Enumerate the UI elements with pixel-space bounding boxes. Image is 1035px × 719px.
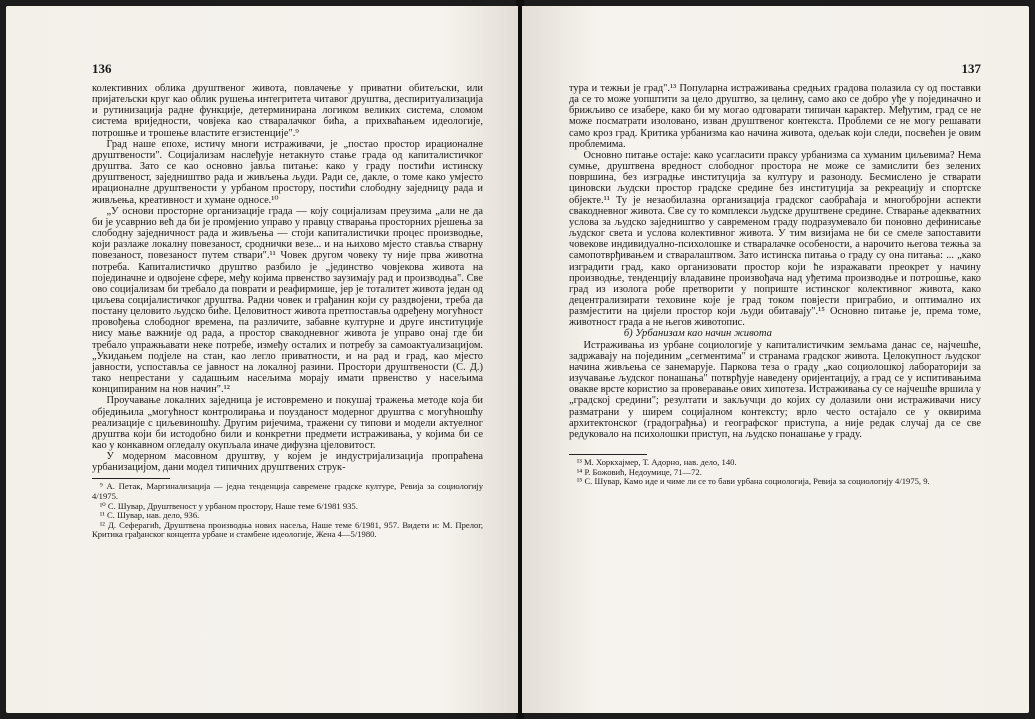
footnote: ¹³ М. Хоркхајмер, Т. Адорно, нав. дело, 140.: [576, 457, 737, 467]
footnote-rule: [569, 454, 647, 455]
paragraph: Град наше епохе, истичу многи истраживачи, је „постао простор ирационалне друштвености". Социјализам наслеђује нетакнуто стање града од капиталистичког друштва. Зато се као основно јавља питање: како у граду постићи истинску друштвеност, заједништво рада и живљења људи. Ради се, дакле, о томе како умјесто ирационалне друштвености у урбаном простору, постићи слободну заједницу рада и живљења, креативност и хумане односе.¹⁰: [92, 138, 483, 206]
section-heading: б) Урбанизам као начин живота: [623, 328, 772, 340]
right-column: [569, 83, 981, 487]
left-page: [6, 6, 518, 713]
page-number: 137: [961, 61, 981, 76]
paragraph: Проучавање локалних заједница је истовремено и покушај тражења методе која би обједињила „могућност контролирања и поузданост модерног друштва с могућношћу реализације с циљевиношћу. Другим ријечима, тражени су типови и модели актуелног друштва који би истодобно били и конкретни предмети истраживања, у којима би се као у конкавном огледалу окупљала иначе дифузна цјеловитост.: [92, 395, 483, 451]
footnote: ¹⁴ Р. Божовић, Недоумице, 71—72.: [576, 466, 702, 477]
footnote: ¹⁵ С. Шувар, Камо иде и чиме ли се то бави урбана социологија, Ревија за социологију 4/1975, 9.: [576, 476, 930, 487]
page-number: 136: [92, 61, 112, 76]
footnote-rule: [92, 478, 170, 479]
paragraph: тура и тежњи је град".¹³ Популарна истраживања средњих градова полазила су од поставки да се то може уопштити за цело друштво, за целину, само ако се добро уђе у појединачно и брижљиво се изабере, како би му могао одговарати типичан карактер. Међутим, град се не може посматрати изоловано, изван друштвеног контекста. Проблеми се не могу решавати само кроз град. Критика урбанизма као начина живота, одељак који следи, посвећен је овим проблемима.: [569, 83, 981, 150]
footnote: ⁹ А. Петак, Маргинализација — једна тенденција савремене градске културе, Ревија за социологију 4/1975.: [92, 481, 483, 502]
right-page: [522, 6, 1029, 713]
paragraph: Основно питање остаје: како усагласити праксу урбанизма са хуманим циљевима? Нема сумње, друштвена вредност слободног простора не може се замислити без зелених површина, без изградње институција за културу и разоноду. Бесмислено је стварати циновски људски простор градске средине без институција за рекреацију и спортске објекте.¹¹ Ту је незаобилазна организација градског саобраћаја и многобројни аспекти свакодневног живота. Све су то комплекси људске друштвене средине. Стварање адекватних услова за људско заједништво у савременом граду подразумевало би поновно дефинисање људског света и услова колективног живота. У тим визијама не би се смеле запоставити човекове индивидуално-психолошке и стваралачке особености, а нарочито његова тежња за самопотврђивањем и стваралаштвом. Зато истинска питања о граду су она питања: ... „како изградити град, како организовати простор који ће изражавати преокрет у начину производње, тенденцију владавине произвођача над уђетима производње и потрошње, како град из изолога робе претворити у поприште истинског колективног живота, како децентрализирати теховине које је град током повјести приграбио, и оптимално их размјестити на цијели простор који људи обитавају".¹⁵ Основно питање је, према томе, животност града а не његов животопис.: [569, 149, 981, 329]
paragraph: „У основи просторне организације града — коју социјализам преузима „али не да би је усаврнио већ да би је промјенио управо у правцу стварања просторних рјешења за слободну заједничност рада и живљења — стоји капиталистички процес производње, који разлаже локалну повезаност, сроднички везе... и на њихово мјесто ставља стварну повезаност, повезаност путем ствари".¹¹ Човек другом човеку ту није прва животна потреба. Капиталистичко друштво разбило је „јединство човјекова живота на појединачне и одвојене сфере, међу којима првенство заузимају рад и производња". Све ово социјализам би требало да поврати и реафирмише, јер је тоталитет живота један од циљева социјалистичког друштва. Радни човек и грађанин који су раздвојени, треба да постану целовито људско биће. Целовитност живота претпоставља одређену могућност провођења слободног времена, па различите, забавне културне и друге институције нису мање важније од рада, а простор свакодневног живота је управо онај где би требало упражњавати неке потребе, између осталих и потребу за самоактуализацијом. „Укидањем подјеле на стан, као легло приватности, и на рад и град, као мјесто јавности, успоставља се јавност на локалној разини. Простори друштвености (С. Д.) тако непрестани у садашњим насељима морају имати првенство у насељима конципираним на нов начин".¹²: [92, 205, 483, 396]
left-column: [92, 83, 483, 540]
paragraph: Истраживања из урбане социологије у капиталистичким земљама данас се, најчешће, задржавају на појединим „сегментима" и странама градског живота. Целокупност људског начина живљења се занемарује. Паркова теза о граду „као социолошкој лабораторији за изучавање људског понашања" потврђује наведену оријентацију, а град се у испитивањима овакве врсте користио за проверавање ових хипотеза. Истраживања су се најчешће вршила у „градској средини"; резултати и закључци до којих су долазили они истраживачи нису разматрани у ширем социјалном контексту; врло често остајало се у оквирима архитектонског (градограђња) и географског приступа, а није редак случај да се све редуковало на психолошки приступ, на људско понашање у граду.: [569, 339, 981, 440]
paragraph: У модерном масовном друштву, у којем је индустријализација пропраћена урбанизацијом, дани модел типичних друштвених струк-: [92, 451, 483, 474]
footnote: ¹⁰ С. Шувар, Друштвеност у урбаном простору, Наше теме 6/1981 935.: [99, 500, 358, 511]
paragraph: колективних облика друштвеног живота, повлачење у приватни обитељски, или пријатељски круг као облик рушења интегритета читавог друштва, деспиритуализација и рутинизација радне функције, детерминирана логиком великих система, сломом система вриједности, човјека као стваралачког бића, а прихваћањем идеологије, потрошње и трошење властите егзистенције".⁹: [92, 83, 483, 139]
footnote: ¹² Д. Сеферагић, Друштвена производња нових насеља, Наше теме 6/1981, 957. Видети и: М. Прелог, Критика грађанског концепта урбане и стамбене идеологије, Жена 4—5/1980.: [92, 519, 483, 540]
footnote: ¹¹ С. Шувар, нав. дело, 936.: [99, 510, 200, 521]
